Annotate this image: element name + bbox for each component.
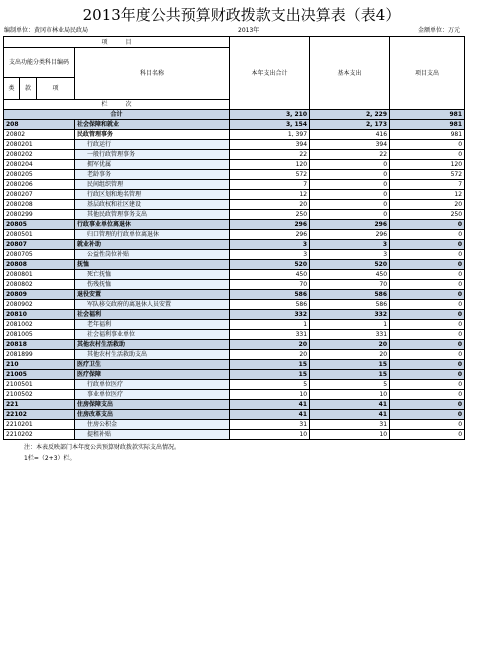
amount-basic: 20: [310, 350, 390, 360]
table-row: [4, 400, 465, 410]
table-row: [4, 290, 465, 300]
subject-code: 2081005: [4, 330, 75, 340]
subject-code: 20810: [4, 310, 75, 320]
table-row: [4, 410, 465, 420]
subject-name: 行政运行: [75, 140, 230, 150]
header-total: 本年支出合计: [230, 37, 310, 110]
subject-code: 2080201: [4, 140, 75, 150]
amount-project: 12: [390, 190, 465, 200]
table-row: [4, 130, 465, 140]
table-row: [4, 310, 465, 320]
subject-code: 21005: [4, 370, 75, 380]
subject-name: 提租补贴: [75, 430, 230, 440]
table-row: [4, 150, 465, 160]
table-row: [4, 390, 465, 400]
amount-total: 31: [230, 420, 310, 430]
amount-project: 0: [390, 270, 465, 280]
subject-name: 社会保障和就业: [75, 120, 230, 130]
subject-code: 2080202: [4, 150, 75, 160]
amount-basic: 0: [310, 190, 390, 200]
amount-project: 0: [390, 280, 465, 290]
amount-total: 22: [230, 150, 310, 160]
subject-name: 事业单位医疗: [75, 390, 230, 400]
amount-total: 15: [230, 360, 310, 370]
table-row: [4, 320, 465, 330]
amount-project: 0: [390, 430, 465, 440]
subject-code: 208: [4, 120, 75, 130]
amount-basic: 20: [310, 340, 390, 350]
subject-code: 20805: [4, 220, 75, 230]
amount-basic: 31: [310, 420, 390, 430]
compiling-unit: 编制单位：黄冈市林业局民政局: [4, 27, 89, 34]
subject-name: 住房改革支出: [75, 410, 230, 420]
amount-total: 5: [230, 380, 310, 390]
footnote: 注：本表反映部门本年度公共预算财政拨款实际支出情况。: [24, 444, 181, 451]
amount-total: 3, 154: [230, 120, 310, 130]
subject-code: 221: [4, 400, 75, 410]
amount-total: 20: [230, 200, 310, 210]
amount-basic: 15: [310, 360, 390, 370]
amount-total: 3: [230, 240, 310, 250]
table-row: [4, 200, 465, 210]
amount-basic: 0: [310, 160, 390, 170]
subject-name: 行政事业单位离退休: [75, 220, 230, 230]
subject-code: 2080501: [4, 230, 75, 240]
amount-project: 0: [390, 140, 465, 150]
header-func-code: 支出功能分类科目编码: [4, 48, 75, 78]
subject-name: 住房公积金: [75, 420, 230, 430]
subject-name: 行政单位医疗: [75, 380, 230, 390]
subject-code: 2080705: [4, 250, 75, 260]
amount-project: 0: [390, 320, 465, 330]
table-row: [4, 230, 465, 240]
amount-project: 0: [390, 380, 465, 390]
amount-basic: 520: [310, 260, 390, 270]
subject-code: 2100502: [4, 390, 75, 400]
table-row: [4, 180, 465, 190]
amount-project: 0: [390, 350, 465, 360]
subject-name: 医疗保障: [75, 370, 230, 380]
amount-project: 0: [390, 250, 465, 260]
amount-total: 296: [230, 220, 310, 230]
table-row: [4, 340, 465, 350]
header-name: 科目名称: [75, 48, 230, 100]
amount-total: 20: [230, 350, 310, 360]
header-item: 项 目: [4, 37, 230, 48]
subject-name: 社会福利事业单位: [75, 330, 230, 340]
header-order: 栏 次: [4, 100, 230, 110]
amount-total: 331: [230, 330, 310, 340]
amount-total: 20: [230, 340, 310, 350]
amount-basic: 10: [310, 390, 390, 400]
amount-basic: 41: [310, 410, 390, 420]
amount-basic: 296: [310, 220, 390, 230]
amount-basic: 0: [310, 210, 390, 220]
subject-name: 军队移交政府的离退休人员安置: [75, 300, 230, 310]
table-row: [4, 140, 465, 150]
amount-basic: 0: [310, 170, 390, 180]
amount-basic: 3: [310, 250, 390, 260]
footnote-formula: 1栏=（2+3）栏。: [24, 455, 76, 462]
amount-basic: 15: [310, 370, 390, 380]
amount-project: 0: [390, 370, 465, 380]
subject-code: 2210201: [4, 420, 75, 430]
amount-total: 3: [230, 250, 310, 260]
subject-code: 20808: [4, 260, 75, 270]
amount-project: 0: [390, 260, 465, 270]
amount-basic: 416: [310, 130, 390, 140]
subject-code: 210: [4, 360, 75, 370]
amount-project: 0: [390, 400, 465, 410]
amount-basic: 394: [310, 140, 390, 150]
page-title: 2013年度公共预算财政拨款支出决算表（表4）: [82, 6, 401, 24]
amount-total: 15: [230, 370, 310, 380]
amount-total: 1, 397: [230, 130, 310, 140]
amount-project: 120: [390, 160, 465, 170]
subject-code: 22102: [4, 410, 75, 420]
total-project: 981: [390, 110, 465, 120]
subject-code: 2080207: [4, 190, 75, 200]
table-row: [4, 170, 465, 180]
amount-basic: 70: [310, 280, 390, 290]
subject-code: 20809: [4, 290, 75, 300]
amount-project: 0: [390, 330, 465, 340]
subject-name: 抚恤: [75, 260, 230, 270]
subject-name: 一般行政管理事务: [75, 150, 230, 160]
amount-basic: 41: [310, 400, 390, 410]
amount-project: 0: [390, 300, 465, 310]
subject-name: 死亡抚恤: [75, 270, 230, 280]
total-row: [4, 110, 465, 120]
subject-code: 2080206: [4, 180, 75, 190]
subject-name: 老龄事务: [75, 170, 230, 180]
subject-name: 其他农村生活救助支出: [75, 350, 230, 360]
amount-total: 296: [230, 230, 310, 240]
subject-name: 医疗卫生: [75, 360, 230, 370]
amount-basic: 0: [310, 200, 390, 210]
subject-code: 2080801: [4, 270, 75, 280]
amount-project: 981: [390, 130, 465, 140]
subject-code: 2080802: [4, 280, 75, 290]
amount-basic: 0: [310, 180, 390, 190]
table-row: [4, 330, 465, 340]
total-label: 合计: [4, 110, 230, 120]
amount-total: 450: [230, 270, 310, 280]
subject-code: 20818: [4, 340, 75, 350]
amount-total: 7: [230, 180, 310, 190]
table-row: [4, 380, 465, 390]
header-kuan: 款: [20, 78, 37, 100]
subject-name: 老年福利: [75, 320, 230, 330]
amount-project: 0: [390, 220, 465, 230]
subject-name: 社会福利: [75, 310, 230, 320]
amount-project: 20: [390, 200, 465, 210]
amount-total: 41: [230, 410, 310, 420]
amount-project: 250: [390, 210, 465, 220]
amount-project: 0: [390, 230, 465, 240]
header-project: 项目支出: [390, 37, 465, 110]
amount-unit: 金额单位：万元: [418, 27, 461, 34]
subject-name: 民间组织管理: [75, 180, 230, 190]
amount-basic: 450: [310, 270, 390, 280]
table-row: [4, 280, 465, 290]
table-row: [4, 260, 465, 270]
amount-basic: 3: [310, 240, 390, 250]
amount-basic: 331: [310, 330, 390, 340]
amount-project: 0: [390, 240, 465, 250]
amount-total: 586: [230, 290, 310, 300]
subject-code: 2080208: [4, 200, 75, 210]
report-year: 2013年: [238, 27, 260, 34]
amount-project: 7: [390, 180, 465, 190]
table-row: [4, 350, 465, 360]
table-row: [4, 210, 465, 220]
subject-name: 伤残抚恤: [75, 280, 230, 290]
amount-total: 250: [230, 210, 310, 220]
subject-name: 拥军优属: [75, 160, 230, 170]
amount-basic: 586: [310, 290, 390, 300]
amount-total: 41: [230, 400, 310, 410]
total-basic: 2, 229: [310, 110, 390, 120]
amount-basic: 10: [310, 430, 390, 440]
subject-name: 其他民政管理事务支出: [75, 210, 230, 220]
subject-name: 公益性岗位补贴: [75, 250, 230, 260]
amount-basic: 2, 173: [310, 120, 390, 130]
table-row: [4, 300, 465, 310]
header-lei: 类: [4, 78, 20, 100]
amount-total: 572: [230, 170, 310, 180]
total-sum: 3, 210: [230, 110, 310, 120]
table-row: [4, 220, 465, 230]
table-row: [4, 190, 465, 200]
table-row: [4, 430, 465, 440]
subject-name: 行政区划和地名管理: [75, 190, 230, 200]
table-row: [4, 270, 465, 280]
subject-code: 20807: [4, 240, 75, 250]
subject-name: 住房保障支出: [75, 400, 230, 410]
subject-name: 民政管理事务: [75, 130, 230, 140]
table-row: [4, 160, 465, 170]
subject-code: 2081899: [4, 350, 75, 360]
amount-project: 0: [390, 290, 465, 300]
amount-project: 0: [390, 420, 465, 430]
subject-code: 2081002: [4, 320, 75, 330]
table-row: [4, 370, 465, 380]
table-row: [4, 240, 465, 250]
amount-project: 0: [390, 360, 465, 370]
table-row: [4, 120, 465, 130]
amount-project: 0: [390, 390, 465, 400]
amount-total: 10: [230, 390, 310, 400]
subject-name: 归口管理的行政单位离退休: [75, 230, 230, 240]
subject-code: 2080902: [4, 300, 75, 310]
amount-basic: 22: [310, 150, 390, 160]
amount-basic: 296: [310, 230, 390, 240]
amount-basic: 1: [310, 320, 390, 330]
amount-project: 0: [390, 410, 465, 420]
amount-total: 586: [230, 300, 310, 310]
amount-project: 0: [390, 340, 465, 350]
subject-code: 2080299: [4, 210, 75, 220]
amount-basic: 332: [310, 310, 390, 320]
subject-name: 其他农村生活救助: [75, 340, 230, 350]
table-row: [4, 420, 465, 430]
header-xiang: 项: [37, 78, 75, 100]
table-row: [4, 250, 465, 260]
subject-name: 退役安置: [75, 290, 230, 300]
amount-total: 70: [230, 280, 310, 290]
amount-total: 394: [230, 140, 310, 150]
subject-code: 2080204: [4, 160, 75, 170]
amount-basic: 586: [310, 300, 390, 310]
header-basic: 基本支出: [310, 37, 390, 110]
amount-project: 0: [390, 150, 465, 160]
subject-code: 2080205: [4, 170, 75, 180]
table-row: [4, 360, 465, 370]
amount-total: 332: [230, 310, 310, 320]
subject-code: 2100501: [4, 380, 75, 390]
subject-name: 基层政权和社区建设: [75, 200, 230, 210]
amount-project: 572: [390, 170, 465, 180]
amount-total: 120: [230, 160, 310, 170]
expenditure-table: [3, 36, 465, 440]
amount-basic: 5: [310, 380, 390, 390]
subject-name: 就业补助: [75, 240, 230, 250]
amount-total: 1: [230, 320, 310, 330]
subject-code: 2210202: [4, 430, 75, 440]
subject-code: 20802: [4, 130, 75, 140]
amount-total: 12: [230, 190, 310, 200]
amount-total: 520: [230, 260, 310, 270]
amount-project: 0: [390, 310, 465, 320]
amount-project: 981: [390, 120, 465, 130]
amount-total: 10: [230, 430, 310, 440]
